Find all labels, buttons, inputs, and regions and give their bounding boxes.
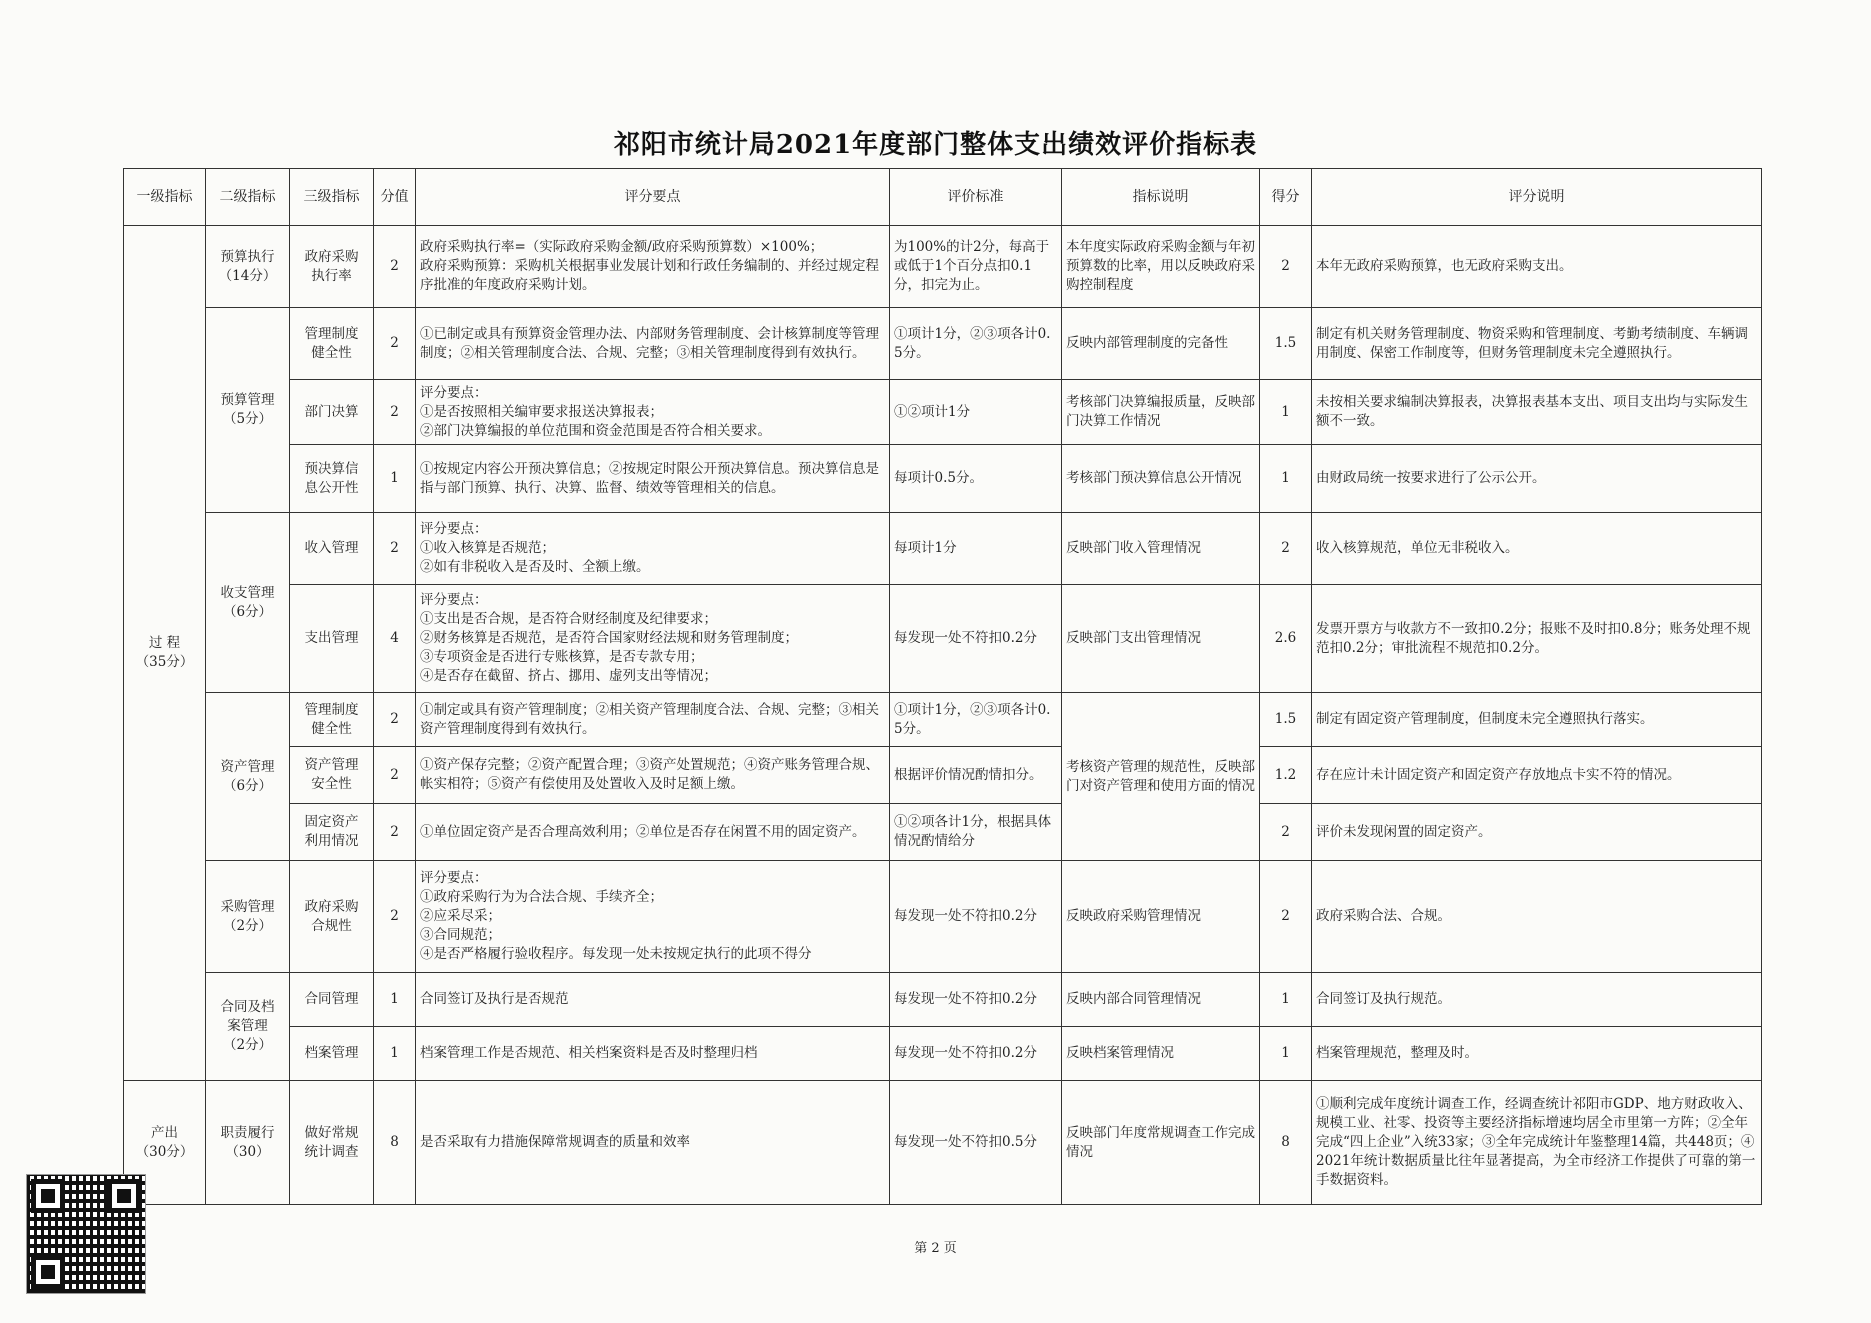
standard-cell: ①项计1分，②③项各计0.5分。 [890, 308, 1062, 380]
got-cell: 1 [1260, 1027, 1312, 1081]
table-header-row [124, 169, 1762, 226]
table-row [124, 973, 1762, 1027]
standard-cell: 每发现一处不符扣0.2分 [890, 1027, 1062, 1081]
table-row [124, 585, 1762, 693]
remark-cell: 合同签订及执行规范。 [1312, 973, 1762, 1027]
standard-cell: 每发现一处不符扣0.5分 [890, 1081, 1062, 1205]
qr-finder-icon [31, 1179, 65, 1213]
got-cell: 2.6 [1260, 585, 1312, 693]
standard-cell: 每项计1分 [890, 513, 1062, 585]
level3-cell: 部门决算 [290, 380, 374, 445]
header-score: 分值 [374, 169, 416, 226]
table-row [124, 861, 1762, 973]
score-cell: 2 [374, 226, 416, 308]
table-row [124, 380, 1762, 445]
got-cell: 8 [1260, 1081, 1312, 1205]
score-cell: 2 [374, 308, 416, 380]
got-cell: 1.5 [1260, 693, 1312, 747]
description-cell: 考核资产管理的规范性，反映部门对资产管理和使用方面的情况 [1062, 693, 1260, 861]
got-cell: 2 [1260, 226, 1312, 308]
got-cell: 2 [1260, 861, 1312, 973]
level3-cell: 支出管理 [290, 585, 374, 693]
score-cell: 2 [374, 380, 416, 445]
header-level1: 一级指标 [124, 169, 206, 226]
points-cell: 档案管理工作是否规范、相关档案资料是否及时整理归档 [416, 1027, 890, 1081]
standard-cell: ①项计1分，②③项各计0.5分。 [890, 693, 1062, 747]
level2-budget-exec: 预算执行 （14分） [206, 226, 290, 308]
standard-cell: ①②项各计1分，根据具体情况酌情给分 [890, 804, 1062, 861]
score-cell: 2 [374, 513, 416, 585]
points-cell: ①资产保存完整；②资产配置合理；③资产处置规范；④资产账务管理合规、帐实相符；⑤资产有偿使用及处置收入及时足额上缴。 [416, 747, 890, 804]
level3-cell: 政府采购 合规性 [290, 861, 374, 973]
description-cell: 反映档案管理情况 [1062, 1027, 1260, 1081]
level2-procurement: 采购管理 （2分） [206, 861, 290, 973]
got-cell: 1 [1260, 973, 1312, 1027]
header-level3: 三级指标 [290, 169, 374, 226]
got-cell: 1.2 [1260, 747, 1312, 804]
table-row [124, 308, 1762, 380]
level1-output: 产出 （30分） [124, 1081, 206, 1205]
level3-cell: 预决算信 息公开性 [290, 445, 374, 513]
table-row [124, 226, 1762, 308]
score-cell: 4 [374, 585, 416, 693]
remark-cell: 制定有机关财务管理制度、物资采购和管理制度、考勤考绩制度、车辆调用制度、保密工作制度等，但财务管理制度未完全遵照执行。 [1312, 308, 1762, 380]
level2-asset-mgmt: 资产管理 （6分） [206, 693, 290, 861]
page-title: 祁阳市统计局2021年度部门整体支出绩效评价指标表 [613, 130, 1258, 160]
level3-cell: 档案管理 [290, 1027, 374, 1081]
table-row [124, 445, 1762, 513]
got-cell: 2 [1260, 804, 1312, 861]
score-cell: 2 [374, 804, 416, 861]
remark-cell: 存在应计未计固定资产和固定资产存放地点卡实不符的情况。 [1312, 747, 1762, 804]
points-cell: ①已制定或具有预算资金管理办法、内部财务管理制度、会计核算制度等管理制度；②相关管理制度合法、合规、完整；③相关管理制度得到有效执行。 [416, 308, 890, 380]
points-cell: 政府采购执行率=（实际政府采购金额/政府采购预算数）×100%； 政府采购预算：采购机关根据事业发展计划和行政任务编制的、并经过规定程序批准的年度政府采购计划。 [416, 226, 890, 308]
description-cell: 反映内部合同管理情况 [1062, 973, 1260, 1027]
header-got: 得分 [1260, 169, 1312, 226]
level2-budget-mgmt: 预算管理 （5分） [206, 308, 290, 513]
got-cell: 1.5 [1260, 308, 1312, 380]
points-cell: 评分要点： ①政府采购行为为合法合规、手续齐全； ②应采尽采； ③合同规范； ④是否严格履行验收程序。每发现一处未按规定执行的此项不得分 [416, 861, 890, 973]
standard-cell: 为100%的计2分，每高于或低于1个百分点扣0.1分，扣完为止。 [890, 226, 1062, 308]
remark-cell: 未按相关要求编制决算报表，决算报表基本支出、项目支出均与实际发生额不一致。 [1312, 380, 1762, 445]
remark-cell: 评价未发现闲置的固定资产。 [1312, 804, 1762, 861]
table-row [124, 1081, 1762, 1205]
remark-cell: 由财政局统一按要求进行了公示公开。 [1312, 445, 1762, 513]
description-cell: 反映部门年度常规调查工作完成情况 [1062, 1081, 1260, 1205]
evaluation-table [123, 168, 1762, 1205]
page-number: 第 2 页 [914, 1241, 957, 1256]
remark-cell: 本年无政府采购预算，也无政府采购支出。 [1312, 226, 1762, 308]
got-cell: 1 [1260, 380, 1312, 445]
table-row [124, 804, 1762, 861]
level3-cell: 政府采购 执行率 [290, 226, 374, 308]
score-cell: 2 [374, 861, 416, 973]
points-cell: 评分要点： ①收入核算是否规范； ②如有非税收入是否及时、全额上缴。 [416, 513, 890, 585]
standard-cell: 每发现一处不符扣0.2分 [890, 585, 1062, 693]
score-cell: 1 [374, 973, 416, 1027]
standard-cell: 每发现一处不符扣0.2分 [890, 861, 1062, 973]
score-cell: 2 [374, 693, 416, 747]
score-cell: 1 [374, 445, 416, 513]
description-cell: 本年度实际政府采购金额与年初预算数的比率，用以反映政府采购控制程度 [1062, 226, 1260, 308]
points-cell: ①按规定内容公开预决算信息；②按规定时限公开预决算信息。预决算信息是指与部门预算、执行、决算、监督、绩效等管理相关的信息。 [416, 445, 890, 513]
points-cell: 评分要点： ①支出是否合规，是否符合财经制度及纪律要求； ②财务核算是否规范，是否符合国家财经法规和财务管理制度； ③专项资金是否进行专账核算，是否专款专用； ④是否存在截留、挤占、挪用、虚列支出等情况； [416, 585, 890, 693]
description-cell: 反映部门支出管理情况 [1062, 585, 1260, 693]
level3-cell: 固定资产 利用情况 [290, 804, 374, 861]
standard-cell: ①②项计1分 [890, 380, 1062, 445]
table-row [124, 747, 1762, 804]
level3-cell: 资产管理 安全性 [290, 747, 374, 804]
description-cell: 反映内部管理制度的完备性 [1062, 308, 1260, 380]
score-cell: 2 [374, 747, 416, 804]
remark-cell: 档案管理规范，整理及时。 [1312, 1027, 1762, 1081]
description-cell: 考核部门预决算信息公开情况 [1062, 445, 1260, 513]
header-remark: 评分说明 [1312, 169, 1762, 226]
remark-cell: 制定有固定资产管理制度，但制度未完全遵照执行落实。 [1312, 693, 1762, 747]
level3-cell: 做好常规 统计调查 [290, 1081, 374, 1205]
level3-cell: 管理制度 健全性 [290, 308, 374, 380]
level1-process: 过 程 （35分） [124, 226, 206, 1081]
standard-cell: 根据评价情况酌情扣分。 [890, 747, 1062, 804]
points-cell: ①单位固定资产是否合理高效利用；②单位是否存在闲置不用的固定资产。 [416, 804, 890, 861]
level3-cell: 收入管理 [290, 513, 374, 585]
level2-income-expense: 收支管理 （6分） [206, 513, 290, 693]
points-cell: 合同签订及执行是否规范 [416, 973, 890, 1027]
score-cell: 1 [374, 1027, 416, 1081]
table-row [124, 1027, 1762, 1081]
got-cell: 1 [1260, 445, 1312, 513]
standard-cell: 每项计0.5分。 [890, 445, 1062, 513]
header-level2: 二级指标 [206, 169, 290, 226]
remark-cell: 发票开票方与收款方不一致扣0.2分；报账不及时扣0.8分；账务处理不规范扣0.2分；审批流程不规范扣0.2分。 [1312, 585, 1762, 693]
level3-cell: 管理制度 健全性 [290, 693, 374, 747]
table-row [124, 693, 1762, 747]
points-cell: ①制定或具有资产管理制度；②相关资产管理制度合法、合规、完整；③相关资产管理制度得到有效执行。 [416, 693, 890, 747]
header-points: 评分要点 [416, 169, 890, 226]
remark-cell: 政府采购合法、合规。 [1312, 861, 1762, 973]
remark-cell: 收入核算规范，单位无非税收入。 [1312, 513, 1762, 585]
qr-finder-icon [107, 1179, 141, 1213]
qr-code-icon [27, 1175, 145, 1293]
table-row [124, 513, 1762, 585]
level3-cell: 合同管理 [290, 973, 374, 1027]
qr-finder-icon [31, 1255, 65, 1289]
points-cell: 是否采取有力措施保障常规调查的质量和效率 [416, 1081, 890, 1205]
description-cell: 考核部门决算编报质量，反映部门决算工作情况 [1062, 380, 1260, 445]
level2-duty: 职责履行 （30） [206, 1081, 290, 1205]
score-cell: 8 [374, 1081, 416, 1205]
description-cell: 反映政府采购管理情况 [1062, 861, 1260, 973]
level2-contract-archive: 合同及档 案管理 （2分） [206, 973, 290, 1081]
remark-cell: ①顺利完成年度统计调查工作，经调查统计祁阳市GDP、地方财政收入、规模工业、社零、投资等主要经济指标增速均居全市里第一方阵；②全年完成“四上企业”入统33家；③全年完成统计年鉴整理14篇，共448页；④2021年统计数据质量比往年显著提高，为全市经济工作提供了可靠的第一手数据资料。 [1312, 1081, 1762, 1205]
points-cell: 评分要点： ①是否按照相关编审要求报送决算报表； ②部门决算编报的单位范围和资金范围是否符合相关要求。 [416, 380, 890, 445]
got-cell: 2 [1260, 513, 1312, 585]
description-cell: 反映部门收入管理情况 [1062, 513, 1260, 585]
header-description: 指标说明 [1062, 169, 1260, 226]
header-standard: 评价标准 [890, 169, 1062, 226]
standard-cell: 每发现一处不符扣0.2分 [890, 973, 1062, 1027]
